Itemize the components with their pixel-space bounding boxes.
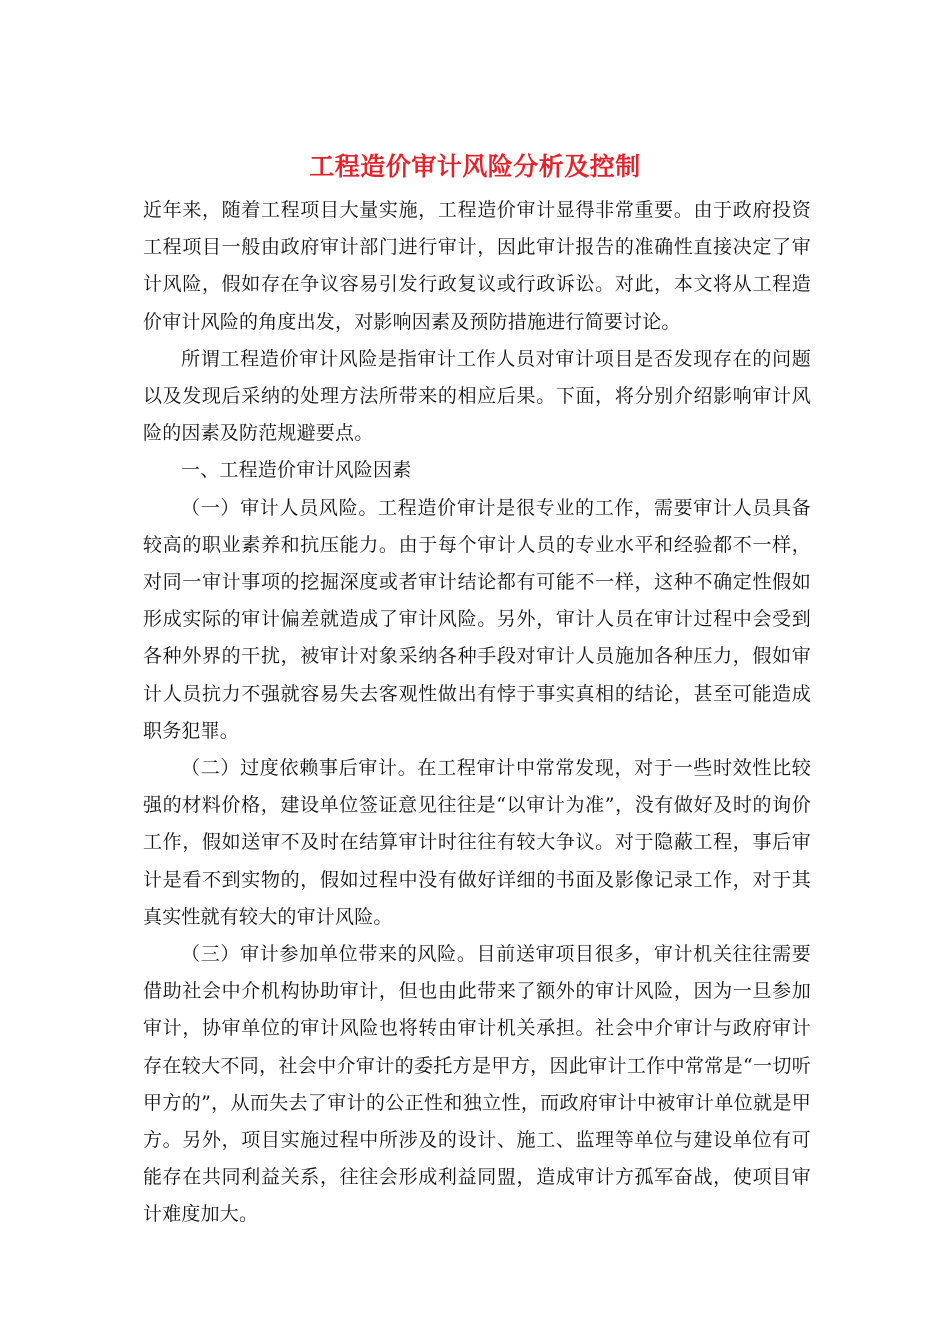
paragraph-participant-risk: （三）审计参加单位带来的风险。目前送审项目很多，审计机关往往需要借助社会中介机构协助审计，但也由此带来了额外的审计风险，因为一旦参加审计，协审单位的审计风险也将转由审计机关承担。社会中介审计与政府审计存在较大不同，社会中介审计的委托方是甲方，因此审计工作中常常是“一切听甲方的”，从而失去了审计的公正性和独立性，而政府审计中被审计单位就是甲方。另外，项目实施过程中所涉及的设计、施工、监理等单位与建设单位有可能存在共同利益关系，往往会形成利益同盟，造成审计方孤军奋战，使项目审计难度加大。: [143, 943, 811, 1226]
paragraph-intro: 近年来，随着工程项目大量实施，工程造价审计显得非常重要。由于政府投资工程项目一般由政府审计部门进行审计，因此审计报告的准确性直接决定了审计风险，假如存在争议容易引发行政复议或行政诉讼。对此，本文将从工程造价审计风险的角度出发，对影响因素及预防措施进行简要讨论。: [143, 199, 811, 333]
paragraph-definition: 所谓工程造价审计风险是指审计工作人员对审计项目是否发现存在的问题以及发现后采纳的处理方法所带来的相应后果。下面，将分别介绍影响审计风险的因素及防范规避要点。: [143, 347, 811, 445]
document-title: 工程造价审计风险分析及控制: [309, 152, 641, 181]
section-heading-risk-factors: 一、工程造价审计风险因素: [181, 459, 412, 482]
paragraph-post-audit-reliance: （二）过度依赖事后审计。在工程审计中常常发现，对于一些时效性比较强的材料价格，建设单位签证意见往往是“以审计为准”，没有做好及时的询价工作，假如送审不及时在结算审计时往往有较大争议。对于隐蔽工程，事后审计是看不到实物的，假如过程中没有做好详细的书面及影像记录工作，对于其真实性就有较大的审计风险。: [143, 757, 811, 928]
document-body: [143, 192, 811, 1234]
paragraph-auditor-risk: （一）审计人员风险。工程造价审计是很专业的工作，需要审计人员具备较高的职业素养和抗压能力。由于每个审计人员的专业水平和经验都不一样，对同一审计事项的挖掘深度或者审计结论都有可能不一样，这种不确定性假如形成实际的审计偏差就造成了审计风险。另外，审计人员在审计过程中会受到各种外界的干扰，被审计对象采纳各种手段对审计人员施加各种压力，假如审计人员抗力不强就容易失去客观性做出有悖于事实真相的结论，甚至可能造成职务犯罪。: [143, 496, 811, 742]
